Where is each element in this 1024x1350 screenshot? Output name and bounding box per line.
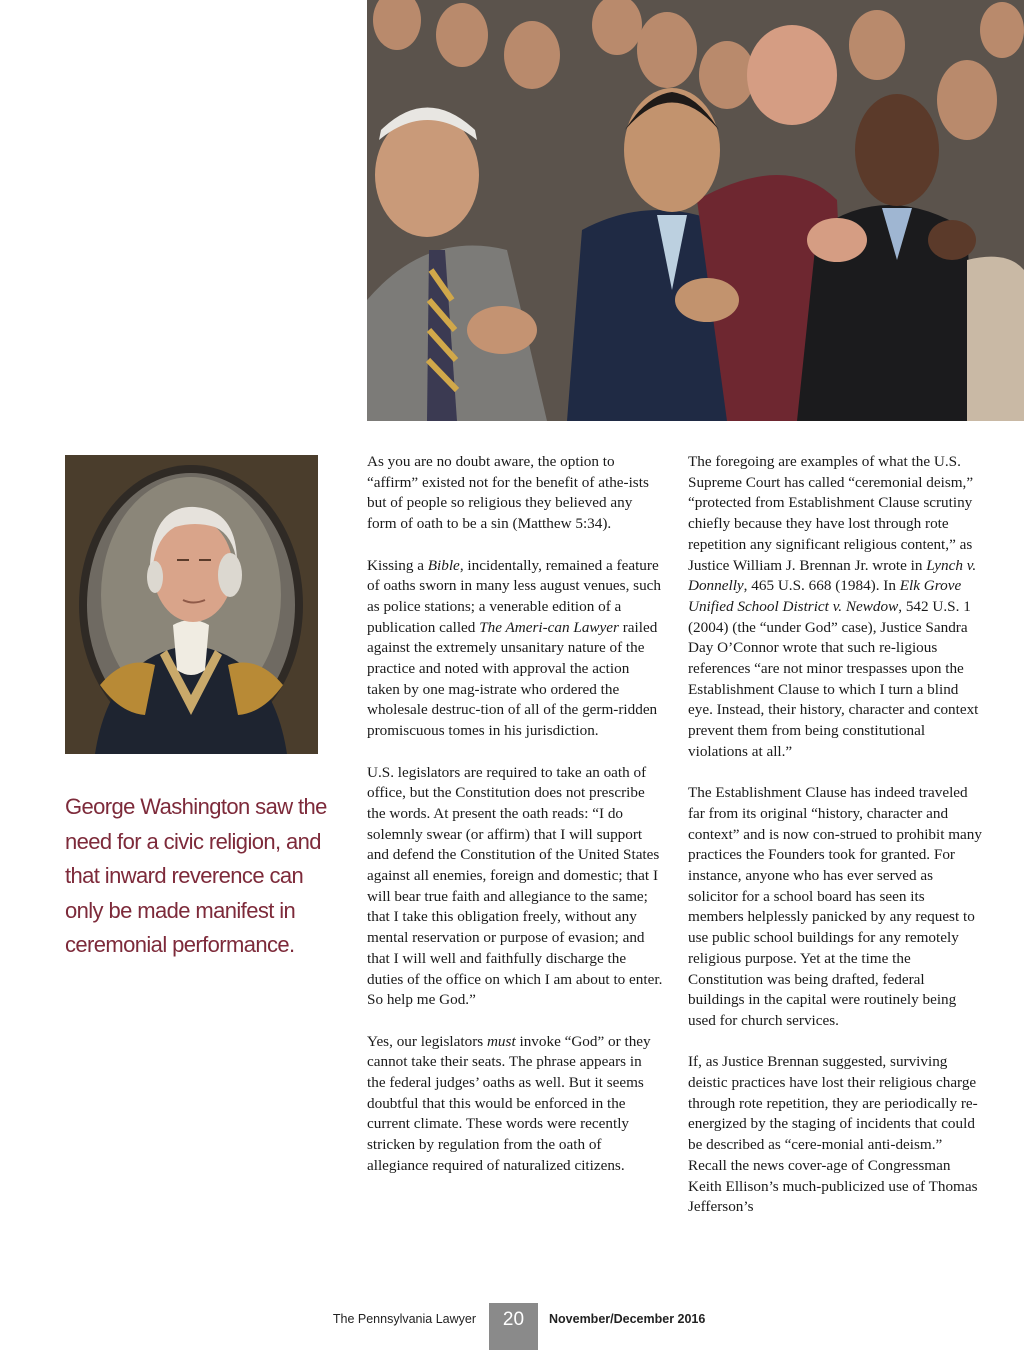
paragraph: U.S. legislators are required to take an oath of office, but the Constitution does not prescribe the words. At present the oath reads: “I do solemnly swear (or affirm) that I will support and defend the Constitution of the United States against all enemies, foreign and domestic; that I will bear true faith and allegiance to the same; that I take this obligation freely, without any mental reservation or purpose of evasion; and that I will well and faithfully discharge the duties of the office on which I am about to enter. So help me God.” (367, 763, 663, 1009)
text-run: railed against the extremely unsanitary nature of the practice and noted with approval the action taken by one mag-istrate who ordered the wholesale destruc-tion of all of the germ-ridden promiscuous tomes in his jurisdiction. (367, 618, 658, 740)
italic-run: must (486, 1032, 516, 1050)
text-run: The foregoing are examples of what the U.S. Supreme Court has called “ceremonial deism,” “protected from Establishment Clause scrutiny chiefly because they have lost through rote repetition any significant religious content,” as Justice William J. Brennan Jr. wrote in (688, 453, 974, 574)
issue-date: November/December 2016 (549, 1312, 706, 1326)
crowd-pledge-photo (367, 0, 1024, 421)
paragraph: If, as Justice Brennan suggested, surviving deistic practices have lost their religious charge through rote repetition, they are periodically re-energized by the staging of incidents that could be described as “cere-monial anti-deism.” Recall the news cover-age of Congressman Keith Ellison’s much-publicized use of Thomas Jefferson’s (688, 1053, 978, 1216)
george-washington-portrait (65, 455, 318, 754)
italic-run: The Ameri-can Lawyer (479, 618, 619, 636)
text-run: , 465 U.S. 668 (1984). In (743, 577, 900, 595)
italic-run: Lynch v. Donnelly (688, 556, 977, 595)
paragraph: The Establishment Clause has indeed traveled far from its original “history, character and context” and is now con-strued to prohibit many practices the Founders took for granted. For instance, anyone who has ever served as solicitor for a school board has seen its members helplessly panicked by any request to use public school buildings for any remotely religious purpose. Yet at the time the Constitution was being drafted, federal buildings in the capital were routinely being used for church services. (688, 784, 982, 1029)
paragraph (367, 556, 663, 742)
page-footer (0, 1303, 1024, 1350)
article-column-2 (688, 452, 984, 1239)
text-run: invoke “God” or they cannot take their seats. The phrase appears in the federal judges’ oaths as well. But it seems doubtful that this would be enforced in the current climate. These words were recently stricken by regulation from the oath of allegiance required of naturalized citizens. (367, 1032, 651, 1174)
page-number: 20 (489, 1303, 538, 1350)
text-run: , 542 U.S. 1 (2004) (the “under God” case), Justice Sandra Day O’Connor wrote that such re-ligious references “are not minor trespasses upon the Establishment Clause to which I turn a blind eye. Instead, their history, character and context prevent them from being constitutional violations at all.” (688, 597, 979, 760)
publication-name: The Pennsylvania Lawyer (332, 1312, 476, 1326)
text-run: Kissing a (367, 556, 428, 574)
italic-run: Bible (427, 556, 460, 574)
pull-quote: George Washington saw the need for a civic religion, and that inward reverence can only be made manifest in ceremonial performance. (65, 794, 327, 957)
article-column-1 (367, 452, 663, 1197)
italic-run: Elk Grove Unified School District v. Newdow (688, 577, 962, 615)
text-run: Yes, our legislators (367, 1032, 487, 1050)
paragraph: As you are no doubt aware, the option to “affirm” existed not for the benefit of athe-ists but of people so religious they believed any form of oath to be a sin (Matthew 5:34). (367, 453, 649, 533)
text-run: , incidentally, remained a feature of oaths sworn in many less august venues, such as police stations; a venerable edition of a publication called (367, 556, 662, 636)
paragraph (367, 1032, 663, 1177)
paragraph (688, 452, 984, 763)
